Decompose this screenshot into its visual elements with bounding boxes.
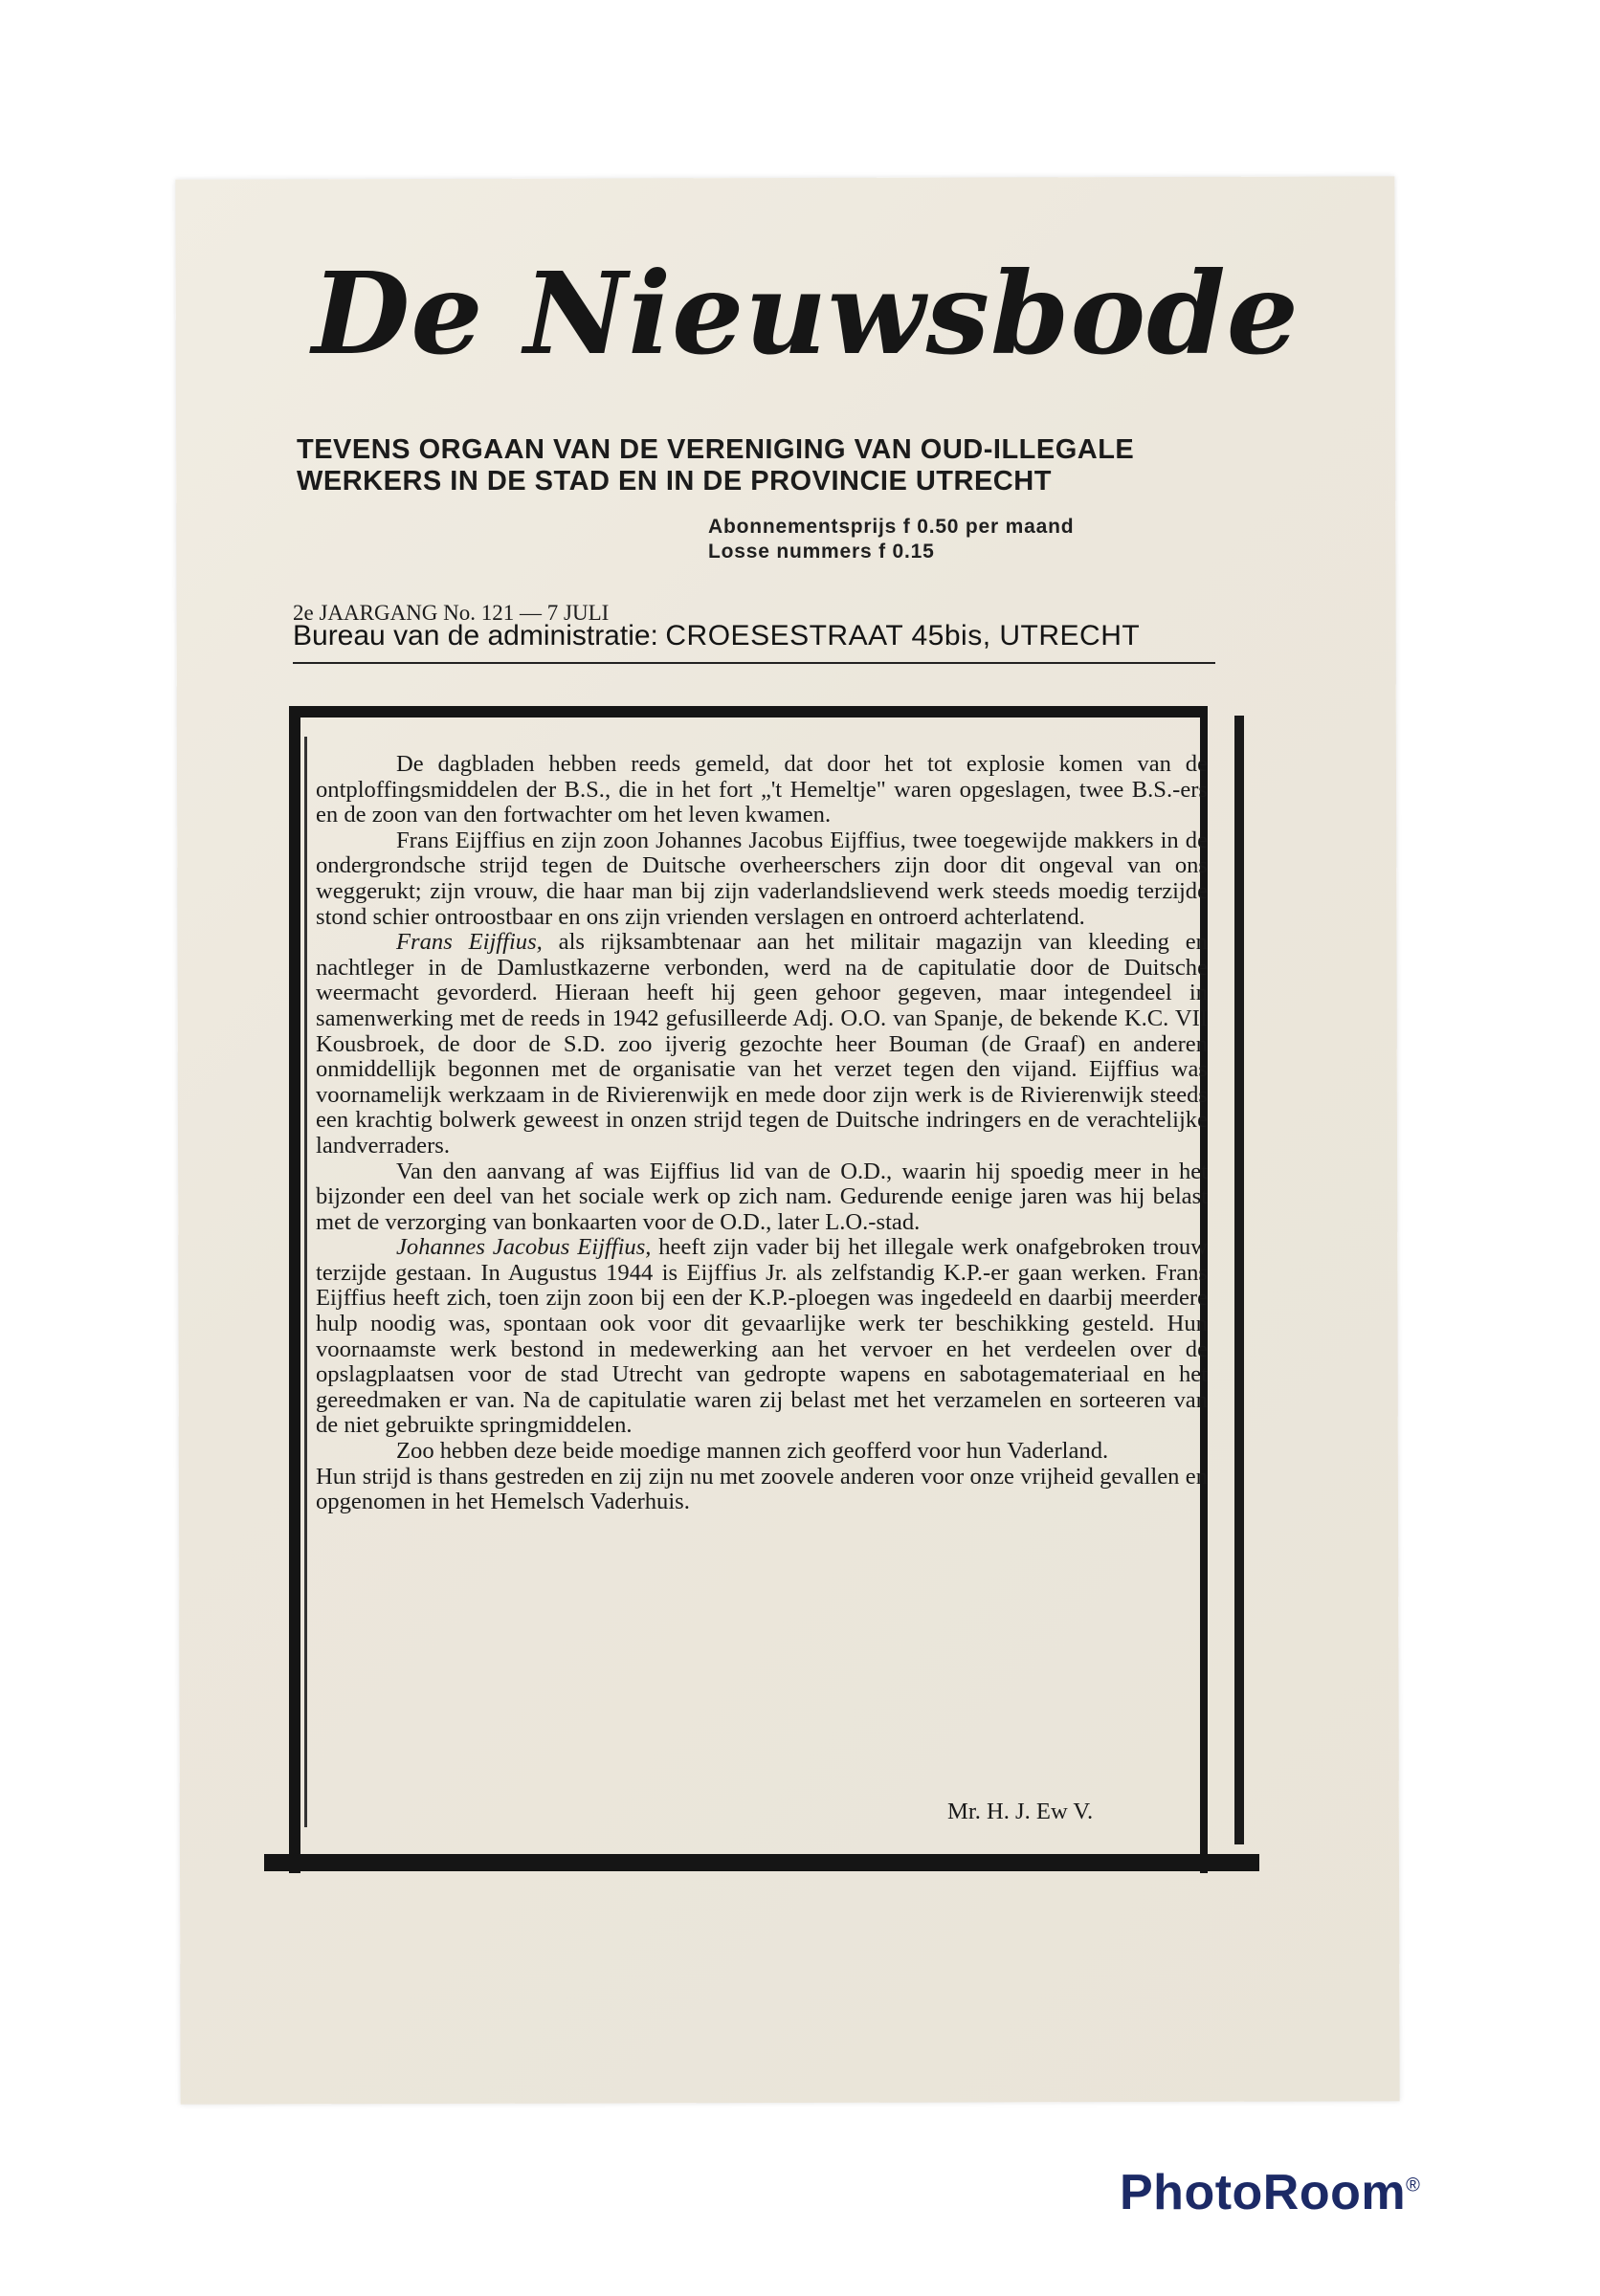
article-frame-inner-left	[304, 737, 307, 1827]
article-paragraph: Frans Eijffius en zijn zoon Johannes Jacobus Eijffius, twee toegewijde makkers in de ondergrondsche strijd tegen de Duitsche overheerschers zijn door dit ongeval van ons weggerukt; zijn vrouw, die haar man bij zijn vaderlandslievend werk steeds moedig terzijde stond schier ontroostbaar en ons zijn vrienden verslagen en ontroerd achterlatend.	[316, 827, 1208, 930]
issue-number: 2e JAARGANG No. 121 — 7 JULI	[293, 601, 610, 625]
article-paragraph: Zoo hebben deze beide moedige mannen zich geofferd voor hun Vaderland.	[396, 1438, 1109, 1465]
article-paragraph: Johannes Jacobus Eijffius, heeft zijn vader bij het illegale werk onafgebroken trouw terzijde gestaan. In Augustus 1944 is Eijffius Jr. als zelfstandig K.P.-er gaan werken. Frans Eijffius heeft zich, toen zijn zoon bij een der K.P.-ploegen was ingedeeld en daarbij meerdere hulp noodig was, spontaan ook voor dit gevaarlijke werk ter beschikking gesteld. Hun voornaamste werk bestond in medewerking aan het vervoer en het verdeelen over de opslagplaatsen voor de stad Utrecht van gedropte wapens en sabotagemateriaal en het gereedmaken er van. Na de capitulatie waren zij belast met het verzamelen en sorteeren van de niet gebruikte springmiddelen.	[316, 1234, 1208, 1439]
memorial-article	[316, 752, 1208, 1515]
masthead-subtitle	[297, 434, 1215, 497]
price-line-2: Losse nummers f 0.15	[708, 541, 935, 563]
photoroom-watermark: PhotoRoom®	[1120, 2165, 1421, 2220]
article-paragraph: De dagbladen hebben reeds gemeld, dat door het tot explosie komen van de ontploffingsmiddelen der B.S., die in het fort „'t Hemeltje" waren opgeslagen, twee B.S.-ers en de zoon van den fortwachter om het leven kwamen.	[316, 751, 1208, 828]
article-paragraph: Frans Eijffius, als rijksambtenaar aan het militair magazijn van kleeding en nachtleger in de Damlustkazerne verbonden, werd na de capitulatie door de Duitsche weermacht gevorderd. Hieraan heeft hij geen gehoor gegeven, maar integendeel in samenwerking met de reeds in 1942 gefusilleerde Adj. O.O. van Spanje, de bekende K.C. VII Kousbroek, de door de S.D. zoo ijverig gezochte heer Bouman (de Graaf) en anderen onmiddellijk begonnen met de organisatie van het verzet tegen den vijand. Eijffius was voornamelijk werkzaam in de Rivierenwijk en mede door zijn werk is de Rivierenwijk steeds een krachtig bolwerk geweest in onzen strijd tegen de Duitsche indringers en de verachtelijke landverraders.	[316, 929, 1208, 1159]
article-paragraph: Hun strijd is thans gestreden en zij zijn nu met zoovele anderen voor onze vrijheid gevallen en opgenomen in het Hemelsch Vaderhuis.	[316, 1463, 1208, 1515]
article-frame-right	[1234, 716, 1244, 1844]
article-name: Frans Eijffius,	[396, 929, 543, 956]
header-rule	[293, 662, 1215, 664]
subscription-price	[708, 515, 1074, 564]
article-paragraph: Van den aanvang af was Eijffius lid van de O.D., waarin hij spoedig meer in het bijzonder een deel van het sociale werk op zich nam. Gedurende eenige jaren was hij belast met de verzorging van bonkaarten voor de O.D., later L.O.-stad.	[316, 1158, 1208, 1235]
article-name: Johannes Jacobus Eijffius,	[396, 1234, 652, 1261]
administration-line	[293, 620, 1211, 652]
subtitle-line-2: WERKERS IN DE STAD EN IN DE PROVINCIE UTRECHT	[297, 466, 1052, 497]
registered-mark: ®	[1406, 2175, 1421, 2197]
admin-label: Bureau van de administratie:	[293, 620, 658, 651]
masthead-title: De Nieuwsbode	[312, 247, 1300, 380]
article-signature: Mr. H. J. Ew V.	[947, 1799, 1094, 1824]
price-line-1: Abonnementsprijs f 0.50 per maand	[708, 516, 1075, 538]
article-frame-bottom	[264, 1854, 1259, 1871]
admin-address: CROESESTRAAT 45bis, UTRECHT	[665, 620, 1141, 651]
subtitle-line-1: TEVENS ORGAAN VAN DE VERENIGING VAN OUD-ILLEGALE	[297, 434, 1135, 465]
